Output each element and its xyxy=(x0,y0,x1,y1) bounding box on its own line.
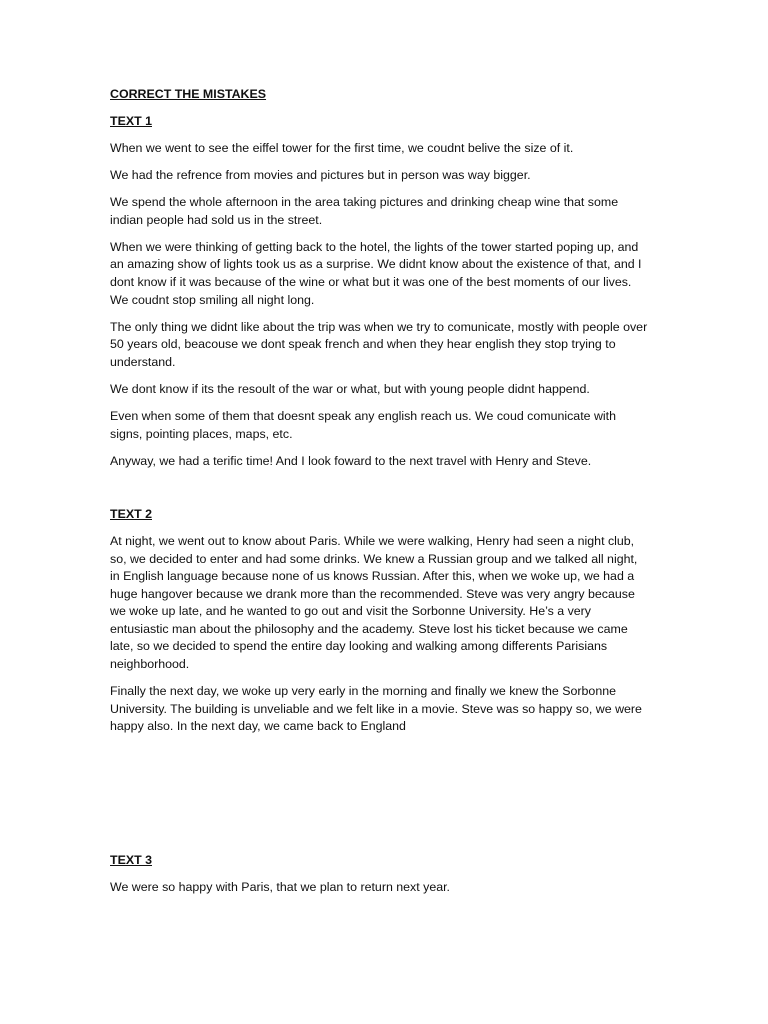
paragraph: At night, we went out to know about Paris. While we were walking, Henry had seen a night club, so, we decided to enter and had some drinks. We knew a Russian group and we talked all night, in English language because none of us knows Russian. After this, when we woke up, we had a huge hangover because we drank more than the recommended. Steve was very angry because we woke up late, and he wanted to go out and visit the Sorbonne University. He’s a very entusiastic man about the philosophy and the academy. Steve lost his ticket because we came late, so we decided to spend the entire day looking and walking among differents Parisians neighborhood. xyxy=(110,533,638,672)
paragraph: The only thing we didnt like about the trip was when we try to comunicate, mostly with people over 50 years old, beacouse we dont speak french and when they hear english they stop trying to understand. xyxy=(110,319,648,369)
section-heading: TEXT 3 xyxy=(110,853,152,868)
paragraph: We had the refrence from movies and pictures but in person was way bigger. xyxy=(110,168,531,183)
section-text-3 xyxy=(110,852,650,897)
paragraph: When we were thinking of getting back to the hotel, the lights of the tower started poping up, and an amazing show of lights took us as a surprise. We didnt know about the existence of that, and I dont know if it was because of the wine or what but it was one of the best moments of our lives. We coudnt stop smiling all night long. xyxy=(110,239,642,307)
paragraph: We spend the whole afternoon in the area taking pictures and drinking cheap wine that some indian people had sold us in the street. xyxy=(110,195,619,227)
section-heading: TEXT 2 xyxy=(110,506,152,521)
document-title: CORRECT THE MISTAKES xyxy=(110,87,267,101)
paragraph: When we went to see the eiffel tower for the first time, we coudnt belive the size of it. xyxy=(110,141,574,155)
paragraph: Even when some of them that doesnt speak any english reach us. We coud comunicate with signs, pointing places, maps, etc. xyxy=(110,409,617,441)
paragraph: We dont know if its the resoult of the war or what, but with young people didnt happend. xyxy=(110,382,590,397)
paragraph: We were so happy with Paris, that we plan to return next year. xyxy=(110,880,450,895)
section-heading: TEXT 1 xyxy=(110,114,152,128)
section-spacer xyxy=(110,745,650,852)
paragraph: Anyway, we had a terific time! And I look foward to the next travel with Henry and Steve. xyxy=(110,453,592,468)
section-text-2 xyxy=(110,506,650,736)
section-text-1 xyxy=(110,113,650,470)
document-page xyxy=(110,86,650,907)
paragraph: Finally the next day, we woke up very early in the morning and finally we knew the Sorbonne University. The building is unveliable and we felt like in a movie. Steve was so happy so, we were happy also. In the next day, we came back to England xyxy=(110,684,642,734)
section-spacer xyxy=(110,480,650,506)
